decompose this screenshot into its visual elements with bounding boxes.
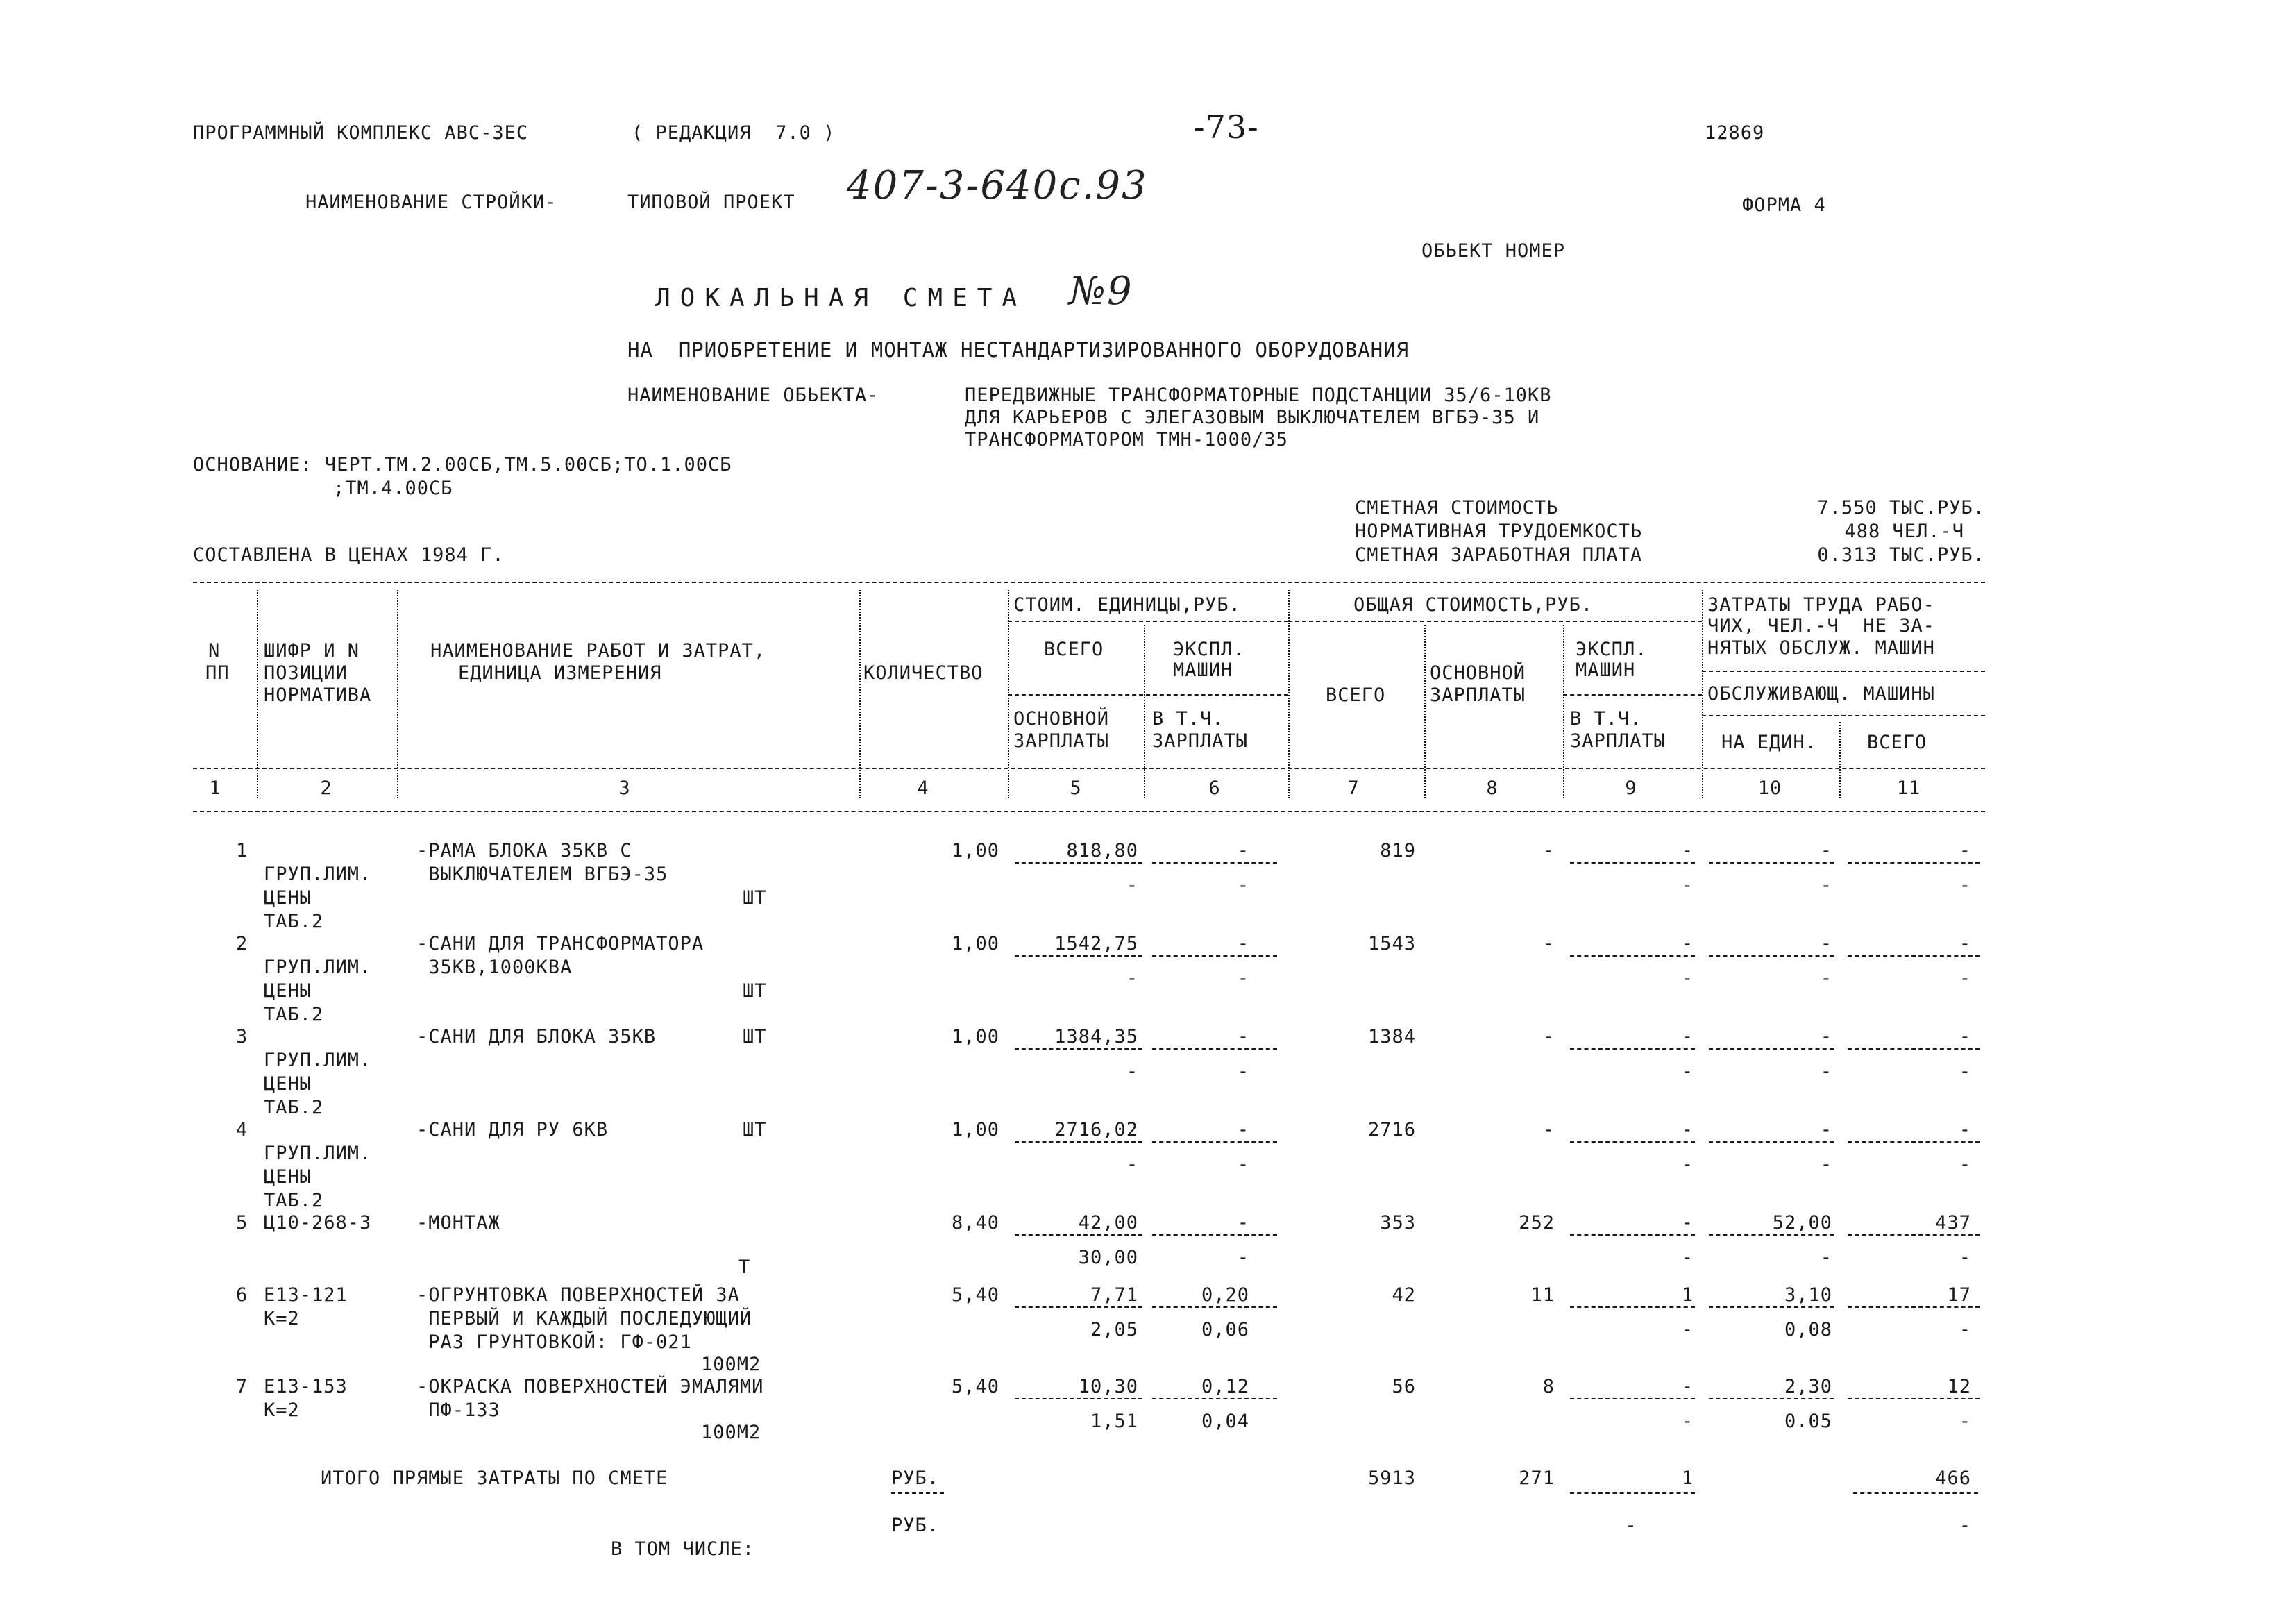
row-labor-unit-sub: - bbox=[1820, 875, 1832, 896]
totals-label: ИТОГО ПРЯМЫЕ ЗАТРАТЫ ПО СМЕТЕ bbox=[321, 1468, 668, 1489]
col1-header-line2: ПП bbox=[205, 662, 230, 684]
row-name: РАЗ ГРУНТОВКОЙ: ГФ-021 bbox=[416, 1331, 692, 1353]
cell-divider bbox=[1015, 1306, 1142, 1308]
row-quantity: 1,00 bbox=[951, 1026, 999, 1048]
row-unit-total: 7,71 bbox=[1090, 1284, 1138, 1306]
row-total-mach-wage: - bbox=[1681, 1061, 1694, 1082]
row-labor-unit-sub: - bbox=[1820, 1247, 1832, 1268]
row-total-mach-wage: - bbox=[1681, 1319, 1694, 1340]
cell-divider bbox=[1015, 1398, 1142, 1399]
row-unit-mach: - bbox=[1237, 1212, 1249, 1234]
cell-divider bbox=[1152, 1398, 1277, 1399]
row-unit-mach-wage: - bbox=[1237, 875, 1249, 896]
cell-divider bbox=[1015, 955, 1142, 957]
col4-header: КОЛИЧЕСТВО bbox=[863, 662, 984, 684]
row-unit: ШТ bbox=[743, 980, 767, 1002]
row-quantity: 8,40 bbox=[951, 1212, 999, 1234]
row-unit-mach-wage: 0,06 bbox=[1201, 1319, 1249, 1340]
row-name: -РАМА БЛОКА 35КВ С bbox=[416, 840, 632, 861]
unit-mach-header-line1: ЭКСПЛ. bbox=[1173, 639, 1245, 660]
row-unit: 100М2 bbox=[701, 1422, 761, 1443]
totals-col9-sub: - bbox=[1625, 1515, 1637, 1536]
form-label: ФОРМА 4 bbox=[1742, 194, 1826, 216]
col-divider bbox=[1144, 625, 1145, 798]
project-number-handwritten: 407-3-640с.93 bbox=[847, 163, 1148, 208]
row-labor-total-sub: - bbox=[1959, 968, 1971, 989]
cell-divider bbox=[1570, 1234, 1695, 1236]
row-total-wage: - bbox=[1542, 840, 1555, 861]
table-header-rule bbox=[193, 768, 1985, 769]
row-unit-mach: - bbox=[1237, 1026, 1249, 1048]
total-cost-header: ОБЩАЯ СТОИМОСТЬ,РУБ. bbox=[1353, 594, 1594, 616]
title-number-handwritten: №9 bbox=[1069, 269, 1133, 314]
subheader-rule bbox=[1702, 671, 1985, 672]
row-unit-mach: 0,20 bbox=[1201, 1284, 1249, 1306]
row-total-mach-wage: - bbox=[1681, 1411, 1694, 1432]
col3-header-line1: НАИМЕНОВАНИЕ РАБОТ И ЗАТРАТ, bbox=[430, 640, 766, 662]
row-unit-total: 1542,75 bbox=[1054, 933, 1138, 955]
cell-divider bbox=[1152, 862, 1277, 864]
row-quantity: 1,00 bbox=[951, 1119, 999, 1141]
row-unit: 100М2 bbox=[701, 1354, 761, 1375]
subheader-rule bbox=[1008, 621, 1288, 622]
cell-divider bbox=[1848, 1234, 1980, 1236]
row-total: 1384 bbox=[1367, 1026, 1416, 1048]
row-name: -МОНТАЖ bbox=[416, 1212, 500, 1234]
row-code-note: ЦЕНЫ bbox=[264, 887, 312, 909]
row-unit-wage: 2,05 bbox=[1090, 1319, 1138, 1340]
labor-header-line2: ЧИХ, ЧЕЛ.-Ч НЕ ЗА- bbox=[1707, 615, 1935, 637]
unit-wage-header-line2: ЗАРПЛАТЫ bbox=[1013, 730, 1110, 752]
row-number: 4 bbox=[236, 1119, 248, 1141]
labor-header-line1: ЗАТРАТЫ ТРУДА РАБО- bbox=[1707, 594, 1935, 616]
row-labor-unit: - bbox=[1820, 1026, 1832, 1048]
col2-header-line3: НОРМАТИВА bbox=[264, 684, 372, 706]
page-mark: -73- bbox=[1194, 108, 1259, 146]
row-number: 5 bbox=[236, 1212, 248, 1234]
row-number: 1 bbox=[236, 840, 248, 861]
row-labor-unit: 3,10 bbox=[1784, 1284, 1832, 1306]
labor-value: 488 ЧЕЛ.-Ч bbox=[1844, 521, 1964, 542]
cost-value: 7.550 ТЫС.РУБ. bbox=[1817, 497, 1985, 519]
totals-underline bbox=[1853, 1492, 1978, 1494]
object-label: НАИМЕНОВАНИЕ ОБЬЕКТА- bbox=[627, 385, 879, 406]
row-total: 56 bbox=[1392, 1376, 1416, 1397]
cell-divider bbox=[1015, 1141, 1142, 1143]
totals-col11: 466 bbox=[1935, 1468, 1971, 1489]
totals-currency-2: РУБ. bbox=[891, 1515, 940, 1536]
row-labor-unit: - bbox=[1820, 1119, 1832, 1141]
row-labor-unit-sub: - bbox=[1820, 1154, 1832, 1175]
row-code: Е13-153 bbox=[264, 1376, 348, 1397]
row-unit-total: 42,00 bbox=[1078, 1212, 1138, 1234]
row-labor-unit-sub: 0.05 bbox=[1784, 1411, 1832, 1432]
row-total-wage: - bbox=[1542, 933, 1555, 955]
row-unit-mach-wage: - bbox=[1237, 1154, 1249, 1175]
row-code-note: К=2 bbox=[264, 1308, 300, 1329]
row-unit-total: 818,80 bbox=[1066, 840, 1138, 861]
row-unit-wage: 30,00 bbox=[1078, 1247, 1138, 1268]
cost-label: СМЕТНАЯ СТОИМОСТЬ bbox=[1355, 497, 1559, 519]
row-labor-total: 437 bbox=[1935, 1212, 1971, 1234]
row-total-mach: - bbox=[1681, 1376, 1694, 1397]
row-labor-total: - bbox=[1959, 1026, 1971, 1048]
row-code: Е13-121 bbox=[264, 1284, 348, 1306]
row-code-note: ТАБ.2 bbox=[264, 1190, 324, 1211]
row-labor-total: - bbox=[1959, 1119, 1971, 1141]
object-line-3: ТРАНСФОРМАТОРОМ ТМН-1000/35 bbox=[965, 429, 1288, 451]
total-mach-wage-header-line2: ЗАРПЛАТЫ bbox=[1570, 730, 1666, 752]
row-labor-total-sub: - bbox=[1959, 1061, 1971, 1082]
total-wage-header-line1: ОСНОВНОЙ bbox=[1430, 662, 1526, 684]
row-labor-unit: - bbox=[1820, 933, 1832, 955]
construction-value: ТИПОВОЙ ПРОЕКТ bbox=[627, 192, 795, 213]
row-name: ПЕРВЫЙ И КАЖДЫЙ ПОСЛЕДУЮЩИЙ bbox=[416, 1308, 752, 1329]
row-name: -ОКРАСКА ПОВЕРХНОСТЕЙ ЭМАЛЯМИ bbox=[416, 1376, 764, 1397]
table-top-rule bbox=[193, 582, 1985, 583]
row-unit-mach: - bbox=[1237, 933, 1249, 955]
row-unit-wage: - bbox=[1126, 1061, 1138, 1082]
col-number: 11 bbox=[1896, 777, 1921, 799]
row-name: -САНИ ДЛЯ БЛОКА 35КВ bbox=[416, 1026, 657, 1048]
totals-underline bbox=[1570, 1492, 1695, 1494]
row-labor-total: - bbox=[1959, 933, 1971, 955]
col-number: 5 bbox=[1070, 777, 1082, 799]
row-total-wage: - bbox=[1542, 1119, 1555, 1141]
row-total-mach-wage: - bbox=[1681, 875, 1694, 896]
cell-divider bbox=[1709, 1234, 1834, 1236]
cell-divider bbox=[1709, 1048, 1834, 1050]
row-unit-wage: - bbox=[1126, 875, 1138, 896]
col-divider bbox=[257, 590, 258, 798]
row-code: Ц10-268-3 bbox=[264, 1212, 372, 1234]
subheader-rule bbox=[1563, 694, 1702, 696]
row-unit: ШТ bbox=[743, 1026, 767, 1048]
col-divider bbox=[859, 590, 861, 798]
row-code-note: ЦЕНЫ bbox=[264, 1073, 312, 1095]
row-unit-mach: - bbox=[1237, 840, 1249, 861]
row-labor-unit-sub: - bbox=[1820, 1061, 1832, 1082]
row-code-note: ЦЕНЫ bbox=[264, 1166, 312, 1188]
row-labor-unit-sub: 0,08 bbox=[1784, 1319, 1832, 1340]
row-quantity: 5,40 bbox=[951, 1376, 999, 1397]
row-labor-total: 17 bbox=[1947, 1284, 1971, 1306]
cell-divider bbox=[1848, 955, 1980, 957]
cell-divider bbox=[1570, 1306, 1695, 1308]
col-divider bbox=[1702, 590, 1703, 798]
row-code-note: ГРУП.ЛИМ. bbox=[264, 1050, 372, 1071]
row-code-note: ТАБ.2 bbox=[264, 911, 324, 932]
row-unit-mach-wage: - bbox=[1237, 1061, 1249, 1082]
total-mach-header-line1: ЭКСПЛ. bbox=[1576, 639, 1648, 660]
row-number: 6 bbox=[236, 1284, 248, 1306]
row-code-note: К=2 bbox=[264, 1399, 300, 1421]
cell-divider bbox=[1152, 1048, 1277, 1050]
cell-divider bbox=[1015, 1048, 1142, 1050]
program-name: ПРОГРАММНЫЙ КОМПЛЕКС АВС-3ЕС bbox=[193, 122, 529, 144]
row-labor-total-sub: - bbox=[1959, 1154, 1971, 1175]
row-unit-mach-wage: - bbox=[1237, 968, 1249, 989]
row-total-wage: 11 bbox=[1530, 1284, 1555, 1306]
cell-divider bbox=[1848, 1048, 1980, 1050]
unit-mach-wage-header-line2: ЗАРПЛАТЫ bbox=[1152, 730, 1249, 752]
row-name: -САНИ ДЛЯ РУ 6КВ bbox=[416, 1119, 609, 1141]
unit-cost-header: СТОИМ. ЕДИНИЦЫ,РУБ. bbox=[1013, 594, 1241, 616]
col-number: 4 bbox=[917, 777, 929, 799]
col-number: 7 bbox=[1347, 777, 1360, 799]
cell-divider bbox=[1709, 1306, 1834, 1308]
row-total-mach-wage: - bbox=[1681, 1154, 1694, 1175]
col2-header-line2: ПОЗИЦИИ bbox=[264, 662, 348, 684]
totals-col11-sub: - bbox=[1959, 1515, 1971, 1536]
cell-divider bbox=[1570, 1398, 1695, 1399]
row-total-mach: - bbox=[1681, 933, 1694, 955]
cell-divider bbox=[1709, 862, 1834, 864]
row-total-wage: - bbox=[1542, 1026, 1555, 1048]
cell-divider bbox=[1015, 1234, 1142, 1236]
cell-divider bbox=[1848, 1398, 1980, 1399]
labor-header-line3: НЯТЫХ ОБСЛУЖ. МАШИН bbox=[1707, 637, 1935, 659]
labor-label: НОРМАТИВНАЯ ТРУДОЕМКОСТЬ bbox=[1355, 521, 1643, 542]
row-code-note: ТАБ.2 bbox=[264, 1004, 324, 1025]
cell-divider bbox=[1848, 1141, 1980, 1143]
labor-header-line4: ОБСЛУЖИВАЮЩ. МАШИНЫ bbox=[1707, 683, 1935, 705]
object-line-2: ДЛЯ КАРЬЕРОВ С ЭЛЕГАЗОВЫМ ВЫКЛЮЧАТЕЛЕМ ВГБЭ-35 И bbox=[965, 407, 1540, 428]
col3-header-line2: ЕДИНИЦА ИЗМЕРЕНИЯ bbox=[458, 662, 662, 684]
col-number: 3 bbox=[618, 777, 631, 799]
totals-underline bbox=[891, 1492, 944, 1494]
cell-divider bbox=[1152, 955, 1277, 957]
row-name: 35КВ,1000КВА bbox=[416, 957, 573, 978]
row-unit-total: 10,30 bbox=[1078, 1376, 1138, 1397]
row-labor-unit-sub: - bbox=[1820, 968, 1832, 989]
col-number: 8 bbox=[1486, 777, 1499, 799]
cell-divider bbox=[1709, 1141, 1834, 1143]
row-unit-mach-wage: - bbox=[1237, 1247, 1249, 1268]
totals-col9: 1 bbox=[1681, 1468, 1694, 1489]
col-divider bbox=[1424, 625, 1426, 798]
row-unit-wage: - bbox=[1126, 1154, 1138, 1175]
unit-mach-wage-header-line1: В Т.Ч. bbox=[1152, 708, 1224, 730]
col2-header-line1: ШИФР И N bbox=[264, 640, 360, 662]
row-total-mach: - bbox=[1681, 1119, 1694, 1141]
col-number: 6 bbox=[1208, 777, 1221, 799]
labor-unit-header: НА ЕДИН. bbox=[1721, 732, 1818, 753]
totals-col7: 5913 bbox=[1367, 1468, 1416, 1489]
row-unit: ШТ bbox=[743, 887, 767, 909]
row-unit-mach: 0,12 bbox=[1201, 1376, 1249, 1397]
row-total-mach-wage: - bbox=[1681, 968, 1694, 989]
labor-total-header: ВСЕГО bbox=[1867, 732, 1927, 753]
row-labor-total: - bbox=[1959, 840, 1971, 861]
row-unit-total: 2716,02 bbox=[1054, 1119, 1138, 1141]
total-wage-header-line2: ЗАРПЛАТЫ bbox=[1430, 684, 1526, 706]
row-name: ПФ-133 bbox=[416, 1399, 500, 1421]
cell-divider bbox=[1848, 1306, 1980, 1308]
row-total-mach: - bbox=[1681, 1212, 1694, 1234]
cell-divider bbox=[1152, 1306, 1277, 1308]
row-quantity: 1,00 bbox=[951, 840, 999, 861]
column-numbers-rule bbox=[193, 811, 1985, 812]
row-total-wage: 252 bbox=[1519, 1212, 1555, 1234]
row-labor-unit: 52,00 bbox=[1772, 1212, 1832, 1234]
row-total: 819 bbox=[1380, 840, 1416, 861]
row-labor-total: 12 bbox=[1947, 1376, 1971, 1397]
row-code-note: ГРУП.ЛИМ. bbox=[264, 864, 372, 885]
row-total-mach-wage: - bbox=[1681, 1247, 1694, 1268]
cell-divider bbox=[1152, 1141, 1277, 1143]
document-subtitle: НА ПРИОБРЕТЕНИЕ И МОНТАЖ НЕСТАНДАРТИЗИРОВАННОГО ОБОРУДОВАНИЯ bbox=[627, 338, 1410, 362]
row-unit-wage: 1,51 bbox=[1090, 1411, 1138, 1432]
row-number: 2 bbox=[236, 933, 248, 955]
row-total-mach: - bbox=[1681, 1026, 1694, 1048]
document-number: 12869 bbox=[1705, 122, 1765, 144]
row-unit-mach: - bbox=[1237, 1119, 1249, 1141]
col1-header-line1: N bbox=[208, 640, 221, 662]
cell-divider bbox=[1570, 1141, 1695, 1143]
cell-divider bbox=[1570, 955, 1695, 957]
document-title: ЛОКАЛЬНАЯ СМЕТА bbox=[655, 284, 1027, 312]
row-labor-total-sub: - bbox=[1959, 1411, 1971, 1432]
row-labor-total-sub: - bbox=[1959, 875, 1971, 896]
row-labor-total-sub: - bbox=[1959, 1247, 1971, 1268]
col-divider bbox=[1563, 625, 1564, 798]
row-name: -ОГРУНТОВКА ПОВЕРХНОСТЕЙ ЗА bbox=[416, 1284, 740, 1306]
row-total: 353 bbox=[1380, 1212, 1416, 1234]
col-number: 2 bbox=[320, 777, 332, 799]
row-total: 42 bbox=[1392, 1284, 1416, 1306]
row-total-wage: 8 bbox=[1542, 1376, 1555, 1397]
row-labor-total-sub: - bbox=[1959, 1319, 1971, 1340]
object-number-label: ОБЬЕКТ НОМЕР bbox=[1421, 240, 1566, 262]
row-code-note: ЦЕНЫ bbox=[264, 980, 312, 1002]
row-code-note: ГРУП.ЛИМ. bbox=[264, 1143, 372, 1164]
row-number: 7 bbox=[236, 1376, 248, 1397]
totals-currency: РУБ. bbox=[891, 1468, 940, 1489]
totals-including: В ТОМ ЧИСЛЕ: bbox=[611, 1538, 755, 1560]
cell-divider bbox=[1570, 1048, 1695, 1050]
row-quantity: 1,00 bbox=[951, 933, 999, 955]
edition: ( РЕДАКЦИЯ 7.0 ) bbox=[632, 122, 836, 144]
total-cost-total-header: ВСЕГО bbox=[1326, 684, 1386, 706]
row-total: 1543 bbox=[1367, 933, 1416, 955]
col-number: 1 bbox=[209, 777, 221, 799]
row-total-mach: - bbox=[1681, 840, 1694, 861]
row-code-note: ГРУП.ЛИМ. bbox=[264, 957, 372, 978]
unit-wage-header-line1: ОСНОВНОЙ bbox=[1013, 708, 1110, 730]
subheader-rule bbox=[1008, 694, 1288, 696]
row-unit-mach-wage: 0,04 bbox=[1201, 1411, 1249, 1432]
unit-total-header: ВСЕГО bbox=[1044, 639, 1104, 660]
totals-col8: 271 bbox=[1519, 1468, 1555, 1489]
wage-value: 0.313 ТЫС.РУБ. bbox=[1817, 544, 1985, 566]
row-name: -САНИ ДЛЯ ТРАНСФОРМАТОРА bbox=[416, 933, 704, 955]
wage-label: СМЕТНАЯ ЗАРАБОТНАЯ ПЛАТА bbox=[1355, 544, 1643, 566]
total-mach-header-line2: МАШИН bbox=[1576, 659, 1636, 681]
subheader-rule bbox=[1702, 715, 1985, 716]
row-labor-unit: 2,30 bbox=[1784, 1376, 1832, 1397]
row-unit-total: 1384,35 bbox=[1054, 1026, 1138, 1048]
col-number: 10 bbox=[1757, 777, 1782, 799]
cell-divider bbox=[1709, 955, 1834, 957]
row-code-note: ТАБ.2 bbox=[264, 1097, 324, 1118]
cell-divider bbox=[1015, 862, 1142, 864]
prices-note: СОСТАВЛЕНА В ЦЕНАХ 1984 Г. bbox=[193, 544, 505, 566]
construction-label: НАИМЕНОВАНИЕ СТРОЙКИ- bbox=[305, 192, 557, 213]
subheader-rule bbox=[1288, 621, 1702, 622]
cell-divider bbox=[1152, 1234, 1277, 1236]
cell-divider bbox=[1848, 862, 1980, 864]
col-divider bbox=[1839, 722, 1841, 798]
row-total: 2716 bbox=[1367, 1119, 1416, 1141]
row-quantity: 5,40 bbox=[951, 1284, 999, 1306]
basis-line-2: ;ТМ.4.00СБ bbox=[333, 478, 453, 499]
row-unit: Т bbox=[738, 1256, 751, 1278]
row-labor-unit: - bbox=[1820, 840, 1832, 861]
total-mach-wage-header-line1: В Т.Ч. bbox=[1570, 708, 1642, 730]
basis-line-1: ОСНОВАНИЕ: ЧЕРТ.ТМ.2.00СБ,ТМ.5.00СБ;ТО.1.00СБ bbox=[193, 454, 732, 476]
row-total-mach: 1 bbox=[1681, 1284, 1694, 1306]
unit-mach-header-line2: МАШИН bbox=[1173, 659, 1233, 681]
cell-divider bbox=[1570, 862, 1695, 864]
row-unit: ШТ bbox=[743, 1119, 767, 1141]
col-divider bbox=[397, 590, 398, 798]
cell-divider bbox=[1709, 1398, 1834, 1399]
row-unit-wage: - bbox=[1126, 968, 1138, 989]
col-number: 9 bbox=[1625, 777, 1637, 799]
object-line-1: ПЕРЕДВИЖНЫЕ ТРАНСФОРМАТОРНЫЕ ПОДСТАНЦИИ 35/6-10КВ bbox=[965, 385, 1552, 406]
row-number: 3 bbox=[236, 1026, 248, 1048]
row-name: ВЫКЛЮЧАТЕЛЕМ ВГБЭ-35 bbox=[416, 864, 668, 885]
